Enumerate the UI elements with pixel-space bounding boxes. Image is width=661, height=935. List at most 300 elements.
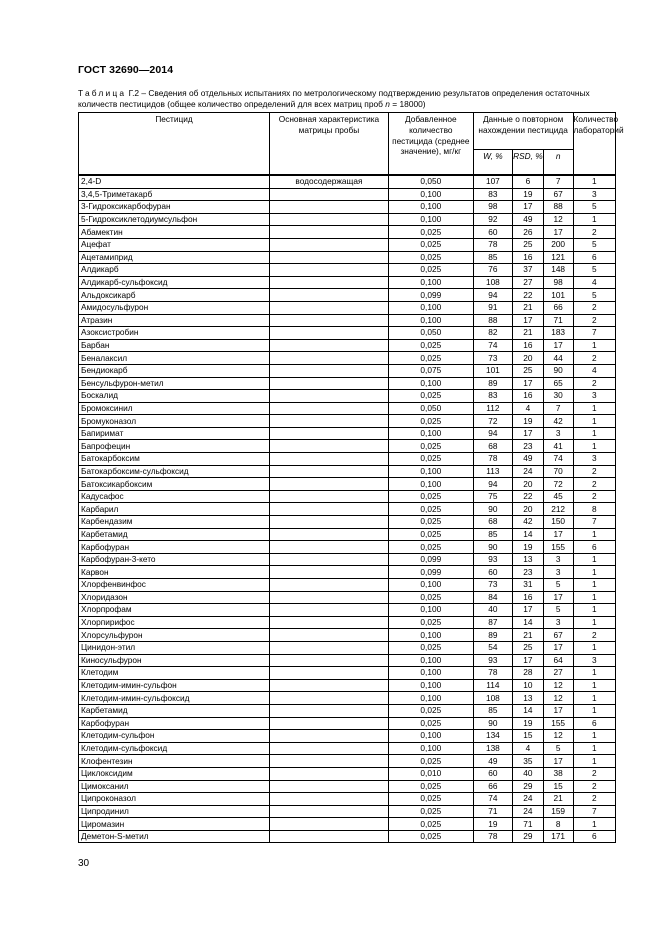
cell-rsd: 23 (513, 440, 544, 453)
cell-labs: 1 (573, 566, 616, 579)
cell-labs: 2 (573, 352, 616, 365)
cell-w: 85 (473, 528, 512, 541)
cell-labs: 1 (573, 175, 616, 188)
cell-matrix (270, 717, 389, 730)
table-row (79, 654, 616, 667)
cell-labs: 1 (573, 730, 616, 743)
cell-labs: 6 (573, 541, 616, 554)
cell-name: Карбетамид (79, 704, 270, 717)
cell-labs: 8 (573, 503, 616, 516)
table-caption (78, 88, 618, 110)
cell-name: Ципродинил (79, 805, 270, 818)
cell-labs: 2 (573, 767, 616, 780)
cell-added: 0,100 (388, 478, 473, 491)
cell-name: Хлорпирифос (79, 616, 270, 629)
cell-labs: 1 (573, 415, 616, 428)
cell-n: 183 (543, 327, 573, 340)
cell-name: Хлорсульфурон (79, 629, 270, 642)
cell-n: 67 (543, 188, 573, 201)
cell-name: Алдикарб (79, 264, 270, 277)
cell-n: 148 (543, 264, 573, 277)
cell-n: 159 (543, 805, 573, 818)
cell-w: 40 (473, 604, 512, 617)
cell-n: 5 (543, 579, 573, 592)
cell-rsd: 16 (513, 251, 544, 264)
cell-n: 17 (543, 226, 573, 239)
cell-w: 49 (473, 755, 512, 768)
cell-n: 155 (543, 541, 573, 554)
table-header (79, 113, 624, 176)
cell-added: 0,025 (388, 490, 473, 503)
table-row (79, 742, 616, 755)
cell-n: 17 (543, 339, 573, 352)
cell-rsd: 19 (513, 541, 544, 554)
cell-labs: 1 (573, 579, 616, 592)
cell-labs: 2 (573, 490, 616, 503)
cell-labs: 3 (573, 390, 616, 403)
cell-matrix (270, 327, 389, 340)
cell-w: 68 (473, 440, 512, 453)
cell-added: 0,025 (388, 251, 473, 264)
cell-matrix (270, 364, 389, 377)
table-row (79, 805, 616, 818)
cell-added: 0,100 (388, 629, 473, 642)
cell-name: Карбарил (79, 503, 270, 516)
cell-w: 94 (473, 478, 512, 491)
table-row (79, 528, 616, 541)
cell-labs: 2 (573, 780, 616, 793)
cell-w: 89 (473, 377, 512, 390)
cell-n: 200 (543, 238, 573, 251)
cell-name: Алдикарб-сульфоксид (79, 276, 270, 289)
cell-rsd: 71 (513, 818, 544, 831)
table-row (79, 213, 616, 226)
cell-matrix (270, 528, 389, 541)
cell-rsd: 23 (513, 566, 544, 579)
cell-matrix (270, 377, 389, 390)
cell-added: 0,025 (388, 264, 473, 277)
cell-name: Беналаксил (79, 352, 270, 365)
cell-n: 101 (543, 289, 573, 302)
table-row (79, 679, 616, 692)
cell-matrix (270, 440, 389, 453)
cell-labs: 3 (573, 453, 616, 466)
cell-added: 0,100 (388, 314, 473, 327)
header-n: n (543, 150, 573, 176)
cell-matrix (270, 490, 389, 503)
cell-rsd: 49 (513, 213, 544, 226)
cell-w: 114 (473, 679, 512, 692)
cell-labs: 1 (573, 692, 616, 705)
cell-n: 65 (543, 377, 573, 390)
cell-w: 83 (473, 390, 512, 403)
cell-added: 0,025 (388, 528, 473, 541)
cell-w: 73 (473, 579, 512, 592)
cell-w: 72 (473, 415, 512, 428)
table-row (79, 692, 616, 705)
cell-added: 0,100 (388, 427, 473, 440)
table-row (79, 553, 616, 566)
cell-added: 0,100 (388, 742, 473, 755)
cell-n: 7 (543, 402, 573, 415)
cell-w: 94 (473, 427, 512, 440)
cell-name: Абамектин (79, 226, 270, 239)
cell-matrix (270, 226, 389, 239)
table-row (79, 453, 616, 466)
cell-labs: 2 (573, 301, 616, 314)
cell-matrix (270, 339, 389, 352)
cell-rsd: 15 (513, 730, 544, 743)
cell-name: Ацетамиприд (79, 251, 270, 264)
cell-added: 0,025 (388, 780, 473, 793)
cell-matrix (270, 654, 389, 667)
table-row (79, 276, 616, 289)
cell-matrix (270, 604, 389, 617)
cell-rsd: 4 (513, 402, 544, 415)
cell-matrix (270, 818, 389, 831)
cell-name: Амидосульфурон (79, 301, 270, 314)
cell-added: 0,025 (388, 503, 473, 516)
cell-labs: 1 (573, 427, 616, 440)
cell-matrix (270, 516, 389, 529)
cell-w: 108 (473, 276, 512, 289)
cell-n: 17 (543, 591, 573, 604)
cell-labs: 2 (573, 793, 616, 806)
cell-added: 0,025 (388, 641, 473, 654)
cell-w: 134 (473, 730, 512, 743)
cell-n: 17 (543, 755, 573, 768)
cell-rsd: 35 (513, 755, 544, 768)
header-pesticide: Пестицид (79, 113, 270, 176)
table-row (79, 490, 616, 503)
cell-rsd: 24 (513, 465, 544, 478)
cell-matrix (270, 453, 389, 466)
cell-w: 113 (473, 465, 512, 478)
table-row (79, 793, 616, 806)
cell-labs: 5 (573, 238, 616, 251)
cell-name: Клетодим-сульфоксид (79, 742, 270, 755)
cell-matrix: водосодержащая (270, 175, 389, 188)
cell-name: Кадусафос (79, 490, 270, 503)
cell-name: Цимоксанил (79, 780, 270, 793)
table-row (79, 830, 616, 843)
cell-labs: 1 (573, 667, 616, 680)
cell-w: 68 (473, 516, 512, 529)
cell-n: 41 (543, 440, 573, 453)
cell-rsd: 25 (513, 238, 544, 251)
cell-w: 89 (473, 629, 512, 642)
cell-n: 3 (543, 427, 573, 440)
cell-name: Клетодим (79, 667, 270, 680)
cell-name: Бромуконазол (79, 415, 270, 428)
cell-labs: 5 (573, 201, 616, 214)
cell-n: 64 (543, 654, 573, 667)
cell-n: 5 (543, 604, 573, 617)
cell-labs: 4 (573, 364, 616, 377)
table-row (79, 339, 616, 352)
cell-added: 0,025 (388, 453, 473, 466)
table-row (79, 289, 616, 302)
cell-labs: 1 (573, 213, 616, 226)
cell-name: Клофентезин (79, 755, 270, 768)
cell-added: 0,100 (388, 465, 473, 478)
header-rsd-percent: RSD, % (513, 150, 544, 176)
cell-labs: 1 (573, 818, 616, 831)
cell-labs: 2 (573, 629, 616, 642)
cell-added: 0,050 (388, 402, 473, 415)
cell-w: 93 (473, 553, 512, 566)
cell-labs: 3 (573, 188, 616, 201)
cell-rsd: 20 (513, 478, 544, 491)
cell-added: 0,100 (388, 679, 473, 692)
cell-matrix (270, 264, 389, 277)
table-row (79, 390, 616, 403)
cell-matrix (270, 579, 389, 592)
cell-rsd: 14 (513, 528, 544, 541)
cell-name: Барбан (79, 339, 270, 352)
caption-text-end: = 18000) (389, 99, 426, 109)
cell-name: Карбофуран-3-кето (79, 553, 270, 566)
cell-name: Атразин (79, 314, 270, 327)
cell-w: 98 (473, 201, 512, 214)
cell-rsd: 29 (513, 780, 544, 793)
cell-matrix (270, 755, 389, 768)
cell-matrix (270, 641, 389, 654)
cell-n: 8 (543, 818, 573, 831)
cell-w: 71 (473, 805, 512, 818)
cell-rsd: 6 (513, 175, 544, 188)
cell-added: 0,025 (388, 516, 473, 529)
cell-n: 38 (543, 767, 573, 780)
cell-matrix (270, 415, 389, 428)
cell-w: 78 (473, 453, 512, 466)
cell-rsd: 28 (513, 667, 544, 680)
cell-name: Киносульфурон (79, 654, 270, 667)
cell-rsd: 14 (513, 704, 544, 717)
table-row (79, 327, 616, 340)
cell-added: 0,099 (388, 289, 473, 302)
table-row (79, 629, 616, 642)
cell-n: 90 (543, 364, 573, 377)
table-row (79, 465, 616, 478)
cell-added: 0,050 (388, 327, 473, 340)
cell-w: 19 (473, 818, 512, 831)
cell-matrix (270, 830, 389, 843)
cell-n: 88 (543, 201, 573, 214)
cell-added: 0,075 (388, 364, 473, 377)
cell-labs: 5 (573, 289, 616, 302)
cell-n: 66 (543, 301, 573, 314)
cell-rsd: 31 (513, 579, 544, 592)
cell-added: 0,025 (388, 793, 473, 806)
cell-rsd: 25 (513, 364, 544, 377)
cell-name: Бапиримат (79, 427, 270, 440)
cell-added: 0,100 (388, 667, 473, 680)
cell-w: 94 (473, 289, 512, 302)
cell-added: 0,050 (388, 175, 473, 188)
cell-name: Карбофуран (79, 541, 270, 554)
cell-name: Клетодим-имин-сульфон (79, 679, 270, 692)
cell-added: 0,025 (388, 541, 473, 554)
cell-added: 0,025 (388, 238, 473, 251)
cell-labs: 2 (573, 478, 616, 491)
cell-matrix (270, 289, 389, 302)
cell-name: Хлорпрофам (79, 604, 270, 617)
cell-n: 17 (543, 641, 573, 654)
cell-added: 0,099 (388, 553, 473, 566)
cell-labs: 1 (573, 704, 616, 717)
cell-added: 0,025 (388, 415, 473, 428)
cell-labs: 2 (573, 465, 616, 478)
cell-matrix (270, 553, 389, 566)
cell-n: 12 (543, 730, 573, 743)
cell-matrix (270, 314, 389, 327)
cell-labs: 4 (573, 276, 616, 289)
cell-rsd: 17 (513, 604, 544, 617)
cell-labs: 6 (573, 717, 616, 730)
cell-name: 3,4,5-Триметакарб (79, 188, 270, 201)
cell-rsd: 21 (513, 629, 544, 642)
cell-matrix (270, 616, 389, 629)
cell-name: Азоксистробин (79, 327, 270, 340)
cell-n: 150 (543, 516, 573, 529)
cell-w: 90 (473, 717, 512, 730)
cell-name: Ацефат (79, 238, 270, 251)
cell-rsd: 37 (513, 264, 544, 277)
cell-name: 3-Гидроксикарбофуран (79, 201, 270, 214)
cell-added: 0,025 (388, 440, 473, 453)
cell-matrix (270, 213, 389, 226)
cell-name: Хлорфенвинфос (79, 579, 270, 592)
cell-rsd: 13 (513, 692, 544, 705)
cell-w: 66 (473, 780, 512, 793)
cell-w: 85 (473, 251, 512, 264)
table-row (79, 541, 616, 554)
cell-name: Карбетамид (79, 528, 270, 541)
table-row (79, 188, 616, 201)
cell-rsd: 42 (513, 516, 544, 529)
cell-w: 60 (473, 226, 512, 239)
cell-n: 155 (543, 717, 573, 730)
cell-added: 0,025 (388, 352, 473, 365)
cell-rsd: 4 (513, 742, 544, 755)
caption-text: Г.2 – Сведения об отдельных испытаниях по метрологическому подтверждению результатов определения остаточных количеств пестицидов (общее количество определений для всех матриц проб (78, 88, 590, 109)
cell-added: 0,025 (388, 591, 473, 604)
cell-w: 107 (473, 175, 512, 188)
cell-w: 78 (473, 830, 512, 843)
cell-added: 0,025 (388, 717, 473, 730)
cell-matrix (270, 276, 389, 289)
cell-w: 54 (473, 641, 512, 654)
cell-matrix (270, 679, 389, 692)
cell-n: 12 (543, 213, 573, 226)
cell-n: 12 (543, 679, 573, 692)
cell-added: 0,100 (388, 188, 473, 201)
table-row (79, 415, 616, 428)
cell-rsd: 13 (513, 553, 544, 566)
table-row (79, 201, 616, 214)
table-row (79, 377, 616, 390)
cell-w: 74 (473, 339, 512, 352)
cell-labs: 1 (573, 402, 616, 415)
cell-rsd: 17 (513, 427, 544, 440)
cell-w: 75 (473, 490, 512, 503)
cell-name: Бенсульфурон-метил (79, 377, 270, 390)
cell-name: Батокарбоксим (79, 453, 270, 466)
cell-matrix (270, 478, 389, 491)
cell-n: 3 (543, 553, 573, 566)
table-row (79, 818, 616, 831)
cell-labs: 6 (573, 830, 616, 843)
cell-name: Бендиокарб (79, 364, 270, 377)
cell-added: 0,025 (388, 339, 473, 352)
cell-w: 87 (473, 616, 512, 629)
cell-n: 27 (543, 667, 573, 680)
table-row (79, 301, 616, 314)
cell-matrix (270, 251, 389, 264)
results-table (78, 112, 624, 843)
cell-matrix (270, 667, 389, 680)
table-row (79, 566, 616, 579)
cell-matrix (270, 427, 389, 440)
cell-name: Карбендазим (79, 516, 270, 529)
cell-w: 78 (473, 238, 512, 251)
cell-w: 60 (473, 767, 512, 780)
header-w-percent: W, % (473, 150, 512, 176)
cell-rsd: 16 (513, 390, 544, 403)
cell-w: 138 (473, 742, 512, 755)
table-row (79, 604, 616, 617)
cell-labs: 1 (573, 440, 616, 453)
cell-added: 0,100 (388, 301, 473, 314)
cell-matrix (270, 390, 389, 403)
cell-n: 15 (543, 780, 573, 793)
cell-w: 90 (473, 503, 512, 516)
cell-matrix (270, 188, 389, 201)
cell-n: 67 (543, 629, 573, 642)
cell-rsd: 20 (513, 352, 544, 365)
cell-name: Хлоридазон (79, 591, 270, 604)
cell-name: Карвон (79, 566, 270, 579)
cell-rsd: 19 (513, 415, 544, 428)
cell-rsd: 14 (513, 616, 544, 629)
cell-w: 84 (473, 591, 512, 604)
cell-rsd: 40 (513, 767, 544, 780)
page-number: 30 (78, 858, 90, 869)
cell-n: 45 (543, 490, 573, 503)
cell-name: 5-Гидроксиклетодиумсульфон (79, 213, 270, 226)
cell-rsd: 16 (513, 591, 544, 604)
cell-w: 74 (473, 793, 512, 806)
cell-name: Карбофуран (79, 717, 270, 730)
cell-matrix (270, 629, 389, 642)
table-row (79, 667, 616, 680)
table-row (79, 616, 616, 629)
header-lab-count: Количество лабораторий (573, 113, 616, 176)
cell-name: Альдоксикарб (79, 289, 270, 302)
cell-matrix (270, 352, 389, 365)
cell-n: 3 (543, 616, 573, 629)
cell-name: 2,4-D (79, 175, 270, 188)
cell-n: 70 (543, 465, 573, 478)
cell-w: 91 (473, 301, 512, 314)
cell-n: 12 (543, 692, 573, 705)
cell-matrix (270, 301, 389, 314)
cell-matrix (270, 730, 389, 743)
cell-n: 171 (543, 830, 573, 843)
cell-rsd: 17 (513, 654, 544, 667)
table-row (79, 226, 616, 239)
